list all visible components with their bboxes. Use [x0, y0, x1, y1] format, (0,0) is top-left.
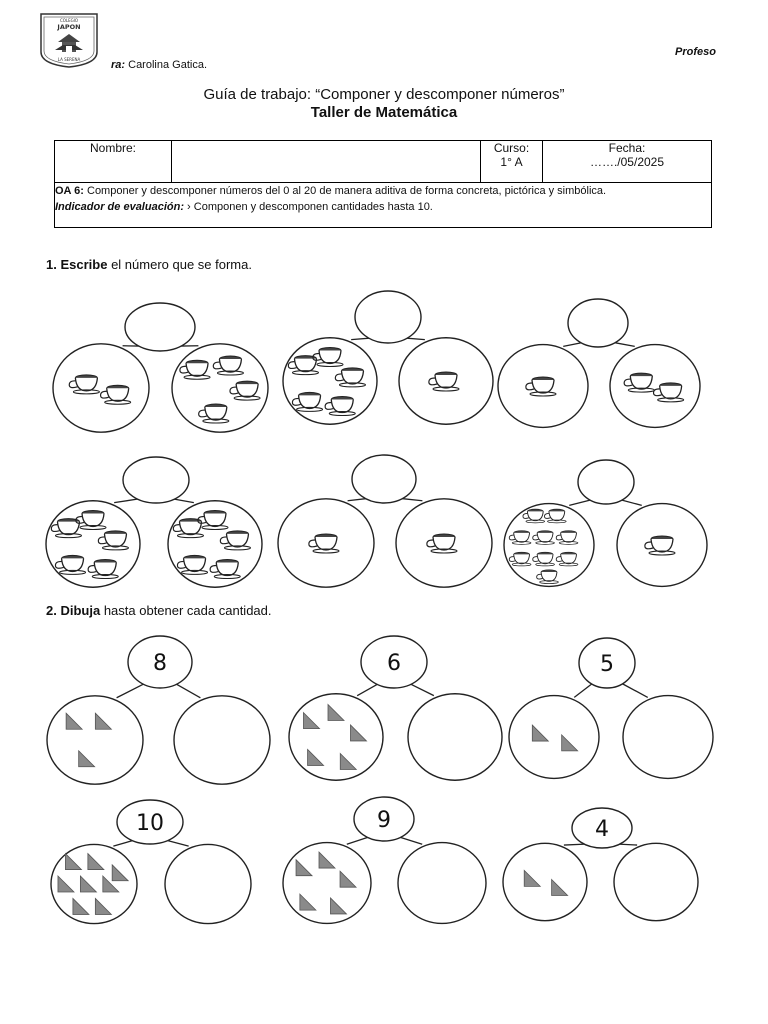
- date-label: Fecha:: [608, 141, 646, 155]
- left-bubble[interactable]: [289, 694, 383, 780]
- teacher-line: [111, 59, 207, 71]
- date-value: ……./05/2025: [589, 155, 665, 169]
- left-bubble[interactable]: [283, 843, 371, 924]
- left-bubble[interactable]: [503, 843, 587, 920]
- document-subtitle: Taller de Matemática: [310, 104, 458, 121]
- date-cell: [543, 141, 712, 183]
- left-bubble[interactable]: [47, 696, 143, 784]
- top-bubble[interactable]: [578, 460, 634, 504]
- oa-line: [55, 183, 711, 199]
- name-field[interactable]: [172, 141, 481, 183]
- top-value: 5: [600, 652, 614, 677]
- left-bubble[interactable]: [509, 696, 599, 779]
- top-bubble[interactable]: [568, 299, 628, 347]
- right-bubble[interactable]: [174, 696, 270, 784]
- section-1-number: 1.: [46, 257, 57, 272]
- top-bubble[interactable]: [125, 303, 195, 351]
- right-bubble[interactable]: [614, 843, 698, 920]
- logo-text-main: JAPON: [57, 23, 81, 31]
- top-bubble[interactable]: [355, 291, 421, 343]
- course-value: 1° A: [500, 155, 523, 169]
- number-bond-diagram: [46, 457, 262, 587]
- number-bond-diagram: [51, 800, 251, 924]
- logo-text-top: COLEGIO: [59, 18, 79, 23]
- oa-label: OA 6:: [55, 185, 84, 197]
- teacher-name: Carolina Gatica.: [128, 59, 207, 71]
- right-bubble[interactable]: [398, 843, 486, 924]
- number-bond-diagram: [498, 299, 700, 427]
- oa-text: Componer y descomponer números del 0 al 20 de manera aditiva de forma concreta, pictórica y simbólica.: [83, 185, 607, 197]
- number-bond-diagram: [278, 455, 492, 587]
- top-value: 9: [377, 808, 391, 833]
- number-bond-diagram: [53, 303, 268, 432]
- school-logo: [38, 12, 100, 68]
- section-2-bold: Dibuja: [60, 603, 101, 618]
- top-value: 10: [136, 811, 164, 836]
- top-value: 8: [153, 651, 167, 676]
- logo-text-bottom: LA SERENA: [57, 57, 81, 62]
- indicator-line: [55, 199, 711, 215]
- number-bond-diagram: [283, 797, 486, 923]
- section-1-diagrams: [0, 280, 768, 600]
- left-bubble[interactable]: [53, 344, 149, 432]
- top-bubble[interactable]: [352, 455, 416, 503]
- info-table: [54, 140, 712, 228]
- number-bond-diagram: [504, 460, 707, 586]
- document-title: Guía de trabajo: “Componer y descomponer números”: [203, 86, 565, 103]
- course-label: Curso:: [493, 141, 530, 155]
- top-value: 6: [387, 651, 401, 676]
- top-bubble[interactable]: [123, 457, 189, 503]
- number-bond-diagram: [289, 636, 502, 780]
- section-1-heading: [46, 257, 252, 272]
- section-2-rest: hasta obtener cada cantidad.: [100, 603, 272, 618]
- section-2-diagrams: [0, 625, 768, 925]
- right-bubble[interactable]: [408, 694, 502, 780]
- section-2-number: 2.: [46, 603, 57, 618]
- indicator-label: Indicador de evaluación:: [55, 201, 184, 213]
- right-bubble[interactable]: [165, 844, 251, 923]
- section-1-rest: el número que se forma.: [107, 257, 252, 272]
- section-1-bold: Escribe: [60, 257, 108, 272]
- indicator-text: › Componen y descomponen cantidades hasta 10.: [183, 201, 433, 213]
- name-label-cell: [55, 141, 172, 183]
- course-cell: [481, 141, 543, 183]
- number-bond-diagram: [509, 638, 713, 778]
- right-bubble[interactable]: [610, 345, 700, 428]
- number-bond-diagram: [283, 291, 493, 424]
- top-value: 4: [595, 817, 609, 842]
- right-bubble[interactable]: [623, 696, 713, 779]
- objectives-cell: [55, 183, 712, 228]
- section-2-heading: [46, 603, 272, 618]
- number-bond-diagram: [47, 636, 270, 784]
- number-bond-diagram: [503, 808, 698, 921]
- name-label: Nombre:: [89, 141, 136, 155]
- teacher-label-right: Profeso: [675, 46, 716, 58]
- teacher-label-left: ra:: [111, 59, 126, 71]
